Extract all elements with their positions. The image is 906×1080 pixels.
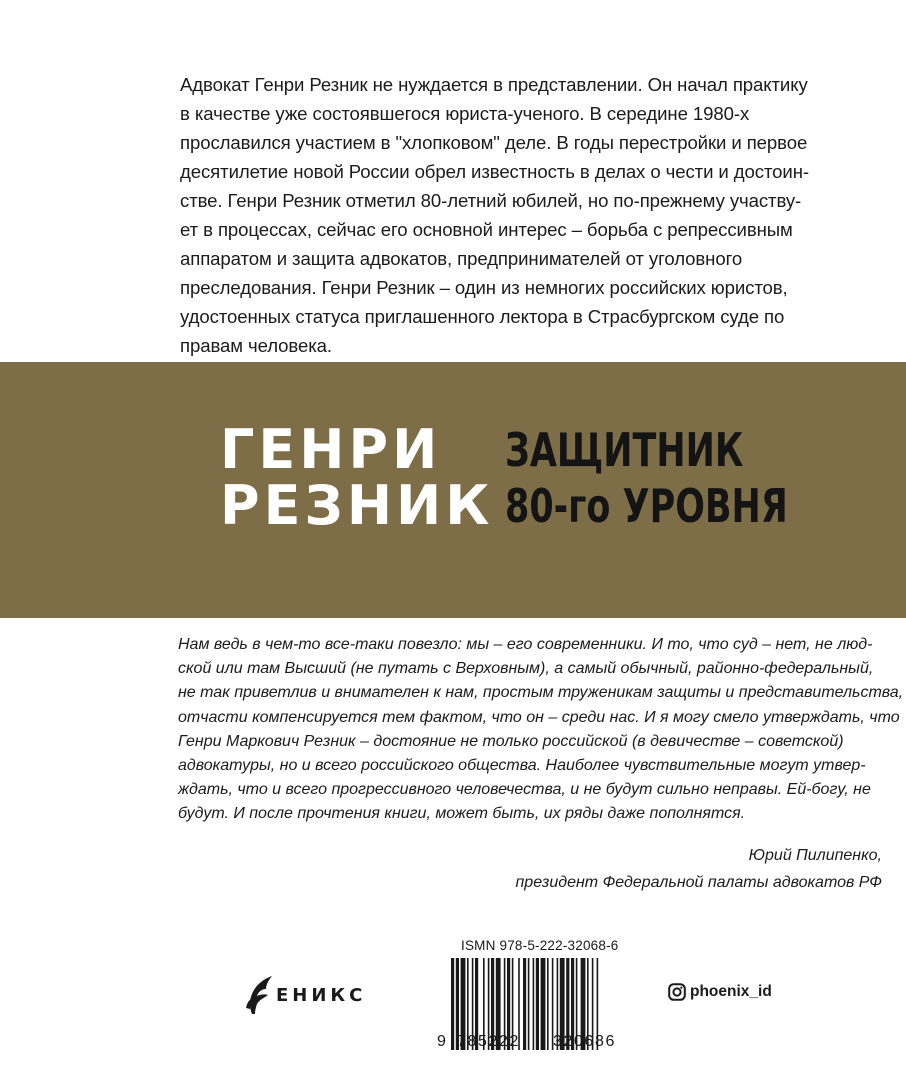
barcode-block	[437, 938, 655, 1068]
author-last-name: РЕЗНИК	[220, 474, 494, 537]
description-line: правам человека.	[180, 335, 332, 356]
phoenix-feather-icon	[244, 975, 274, 1015]
quote-line: Нам ведь в чем-то все-таки повезло: мы – его современники. И то, что суд – нет, не люд-	[178, 636, 873, 653]
quote-line: адвокатуры, но и всего российского общества. Наиболее чувствительные могут утвер-	[178, 757, 866, 775]
quote-line: ской или там Высший (не путать с Верховным), а самый обычный, районно-федеральный,	[178, 660, 874, 678]
attribution-role: президент Федеральной палаты адвокатов РФ	[515, 874, 882, 891]
description-line: десятилетие новой России обрел известность в делах о чести и достоин-	[180, 161, 809, 182]
social-handle-block	[668, 983, 772, 1001]
description-line: Адвокат Генри Резник не нуждается в представлении. Он начал практику	[180, 74, 808, 95]
quote-line: будут. И после прочтения книги, может быть, их ряды даже пополнятся.	[178, 805, 746, 823]
instagram-icon	[668, 983, 686, 1001]
quote-line: Генри Маркович Резник – достояние не только российской (в девичестве – советской)	[178, 732, 844, 750]
review-quote	[178, 633, 904, 827]
description-line: удостоенных статуса приглашенного лектора в Страсбургском суде по	[180, 306, 785, 327]
description-line: в качестве уже состоявшегося юриста-ученого. В середине 1980-х	[180, 103, 750, 124]
book-title-line: 80-го УРОВНЯ	[505, 479, 788, 533]
quote-line: не так приветлив и внимателен к нам, простым труженикам защиты и представительства,	[178, 684, 904, 702]
ismn-label: ISMN 978-5-222-32068-6	[461, 938, 619, 953]
instagram-handle: phoenix_id	[690, 983, 772, 1000]
book-title	[505, 422, 788, 534]
book-title-line: ЗАЩИТНИК	[505, 423, 744, 477]
description-line: ет в процессах, сейчас его основной интерес – борьба с репрессивным	[180, 219, 793, 240]
description-line: стве. Генри Резник отметил 80-летний юбилей, но по-прежнему участву-	[180, 190, 802, 211]
quote-line: ждать, что и всего прогрессивного человечества, и не будут сильно неправы. Ей-богу, не	[178, 781, 871, 799]
author-name	[220, 418, 494, 537]
description-line: прославился участием в "хлопковом" деле. В годы перестройки и первое	[180, 132, 808, 153]
barcode-right-group: 320686	[553, 1033, 616, 1050]
publisher-logo	[244, 975, 366, 1015]
quote-attribution	[516, 842, 883, 896]
quote-line: отчасти компенсируется тем фактом, что он – среди нас. И я могу смело утверждать, что	[178, 708, 900, 726]
barcode-left-group: 785222	[457, 1033, 520, 1050]
author-first-name: ГЕНРИ	[220, 418, 442, 481]
attribution-name: Юрий Пилипенко,	[748, 847, 882, 864]
description-line: преследования. Генри Резник – один из немногих российских юристов,	[180, 277, 788, 298]
description-line: аппаратом и защита адвокатов, предпринимателей от уголовного	[180, 248, 743, 269]
book-description	[180, 70, 880, 360]
publisher-name: ЕНИКС	[276, 984, 367, 1006]
barcode-first-digit: 9	[437, 1033, 446, 1050]
